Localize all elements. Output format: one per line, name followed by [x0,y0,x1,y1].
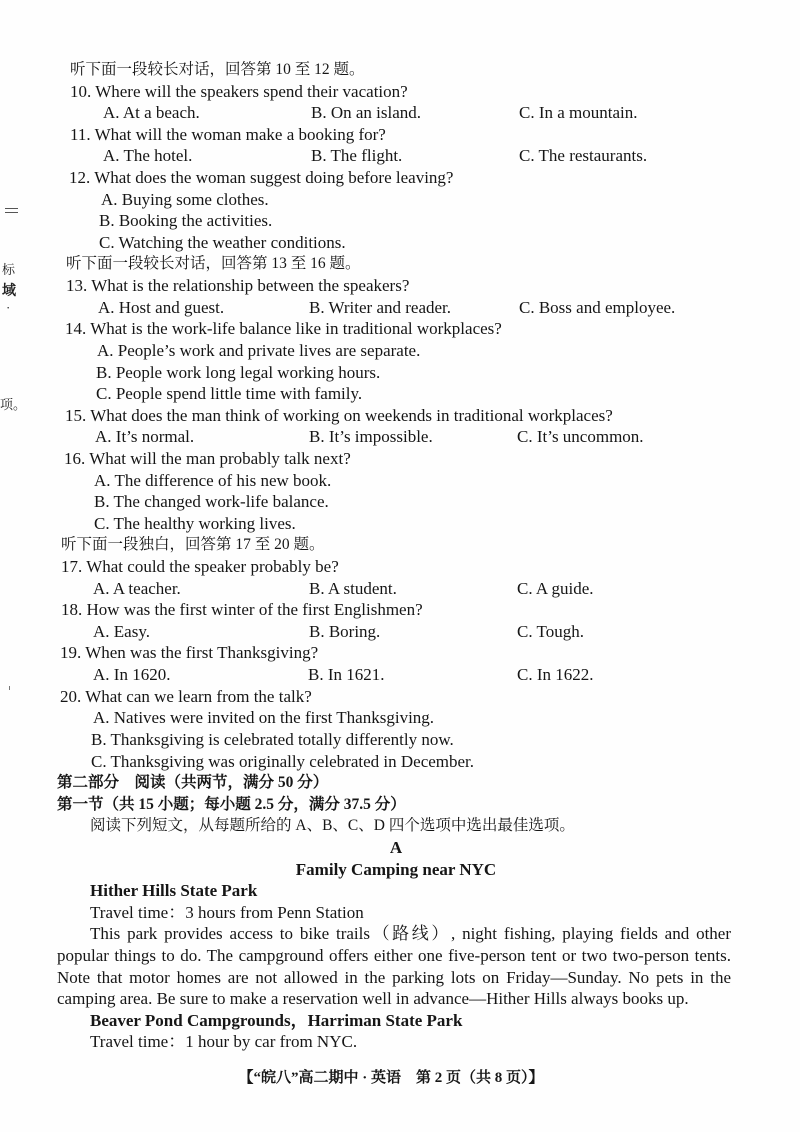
passage-title: Family Camping near NYC [295,859,497,879]
description-line: camping area. Be sure to make a reservation well in advance—Hither Hills always books up. [57,989,689,1009]
option-c: C. Boss and employee. [519,297,676,317]
question-stem: What could the speaker probably be? [86,557,339,577]
option-b: B. It’s impossible. [309,427,433,447]
question-stem: What does the man think of working on weekends in traditional workplaces? [90,405,613,425]
option-a: A. A teacher. [93,578,181,598]
group-instruction: 听下面一段较长对话，回答第 10 至 12 题。 [70,61,365,78]
option-b: B. The changed work-life balance. [94,492,329,512]
option-b: B. Boring. [309,621,381,641]
question-18-options [0,621,800,643]
option-c: C. The healthy working lives. [94,513,296,533]
question-17 [0,556,800,578]
option-a: A. The difference of his new book. [94,470,332,490]
option-b: B. People work long legal working hours. [96,362,381,382]
option-a: A. In 1620. [93,665,171,685]
passage-label: A [389,837,403,857]
question-19 [0,642,800,664]
question-17-options [0,578,800,600]
question-20 [0,686,800,708]
listening-group [0,534,800,772]
option-a: A. Easy. [93,621,150,641]
question-16 [0,448,800,470]
park-name: Hither Hills State Park [90,881,258,901]
question-number: 19. [60,643,82,663]
option-c: C. In 1622. [517,665,594,685]
question-number: 16. [64,448,86,468]
option-a: A. Buying some clothes. [101,189,269,209]
option-c: C. It’s uncommon. [517,427,644,447]
binding-margin-text: 项。 [0,397,27,412]
question-stem: When was the first Thanksgiving? [85,643,319,663]
option-a: A. People’s work and private lives are separate. [97,340,421,360]
question-number: 12. [69,168,91,188]
question-10-options [0,102,800,124]
question-number: 17. [61,557,83,577]
question-number: 15. [65,405,87,425]
group-instruction: 听下面一段独白，回答第 17 至 20 题。 [61,536,325,554]
option-a: A. At a beach. [103,103,200,123]
question-stem: What will the man probably talk next? [89,448,351,468]
part-title: 第二部分 阅读（共两节，满分 50 分） [57,774,329,792]
question-15 [0,405,800,427]
option-a: A. Natives were invited on the first Thanksgiving. [93,708,435,728]
option-b: B. Writer and reader. [309,297,452,317]
option-c: C. Thanksgiving was originally celebrated in December. [91,751,475,771]
option-b: B. Booking the activities. [99,211,273,231]
question-stem: What can we learn from the talk? [85,686,312,706]
question-number: 10. [70,81,92,101]
exam-content [0,59,800,1053]
option-a: A. It’s normal. [95,427,195,447]
question-13 [0,275,800,297]
question-number: 18. [61,600,83,620]
option-c: C. Watching the weather conditions. [99,232,346,252]
question-10 [0,81,800,103]
option-c: C. People spend little time with family. [96,384,363,404]
option-b: B. A student. [309,578,397,598]
question-stem: What will the woman make a booking for? [94,124,386,144]
option-c: C. Tough. [517,621,584,641]
question-number: 20. [60,686,82,706]
reading-directions: 阅读下列短文，从每题所给的 A、B、C、D 四个选项中选出最佳选项。 [90,817,575,835]
question-number: 13. [66,276,88,296]
option-a: A. The hotel. [103,146,193,166]
question-18 [0,599,800,621]
option-b: B. The flight. [311,146,403,166]
binding-margin-text: 域 [2,284,16,299]
park-travel-time: Travel time：3 hours from Penn Station [90,902,364,922]
question-stem: What is the relationship between the speakers? [91,276,410,296]
question-stem: What is the work-life balance like in traditional workplaces? [90,319,502,339]
listening-group [0,59,800,253]
question-number: 11. [70,124,91,144]
section-title: 第一节（共 15 小题；每小题 2.5 分，满分 37.5 分） [57,795,406,813]
binding-margin-text: · [6,300,11,315]
option-c: C. A guide. [517,578,594,598]
group-instruction: 听下面一段较长对话，回答第 13 至 16 题。 [66,255,361,273]
question-11 [0,124,800,146]
park-description [0,923,800,1009]
option-c: C. In a mountain. [519,103,638,123]
description-line: This park provides access to bike trails（路线）, night fishing, playing fields and other [90,924,731,944]
question-stem: Where will the speakers spend their vacation? [95,81,408,101]
description-line: Note that motor homes are not allowed in the parking lots on Friday—Sunday. No pets in the [57,967,731,987]
question-stem: What does the woman suggest doing before leaving? [94,168,454,188]
description-line: popular things to do. The campground offers either one five-person tent or two two-person tents. [57,945,731,965]
question-19-options [0,664,800,686]
page-footer: 【“皖八”高二期中 · 英语 第 2 页（共 8 页）】 [238,1070,544,1086]
question-12 [0,167,800,189]
option-a: A. Host and guest. [98,297,225,317]
listening-group [0,253,800,534]
question-15-options [0,426,800,448]
option-b: B. Thanksgiving is celebrated totally differently now. [91,729,454,749]
option-c: C. The restaurants. [519,146,648,166]
question-stem: How was the first winter of the first Englishmen? [86,600,423,620]
park-name: Beaver Pond Campgrounds，Harriman State Park [90,1010,463,1030]
option-b: B. On an island. [311,103,422,123]
binding-margin-text: 标 [2,262,16,277]
option-b: B. In 1621. [308,665,385,685]
park-travel-time: Travel time：1 hour by car from NYC. [90,1032,358,1052]
reading-section [0,772,800,1053]
question-13-options [0,297,800,319]
question-number: 14. [65,319,87,339]
question-14 [0,318,800,340]
question-11-options [0,145,800,167]
